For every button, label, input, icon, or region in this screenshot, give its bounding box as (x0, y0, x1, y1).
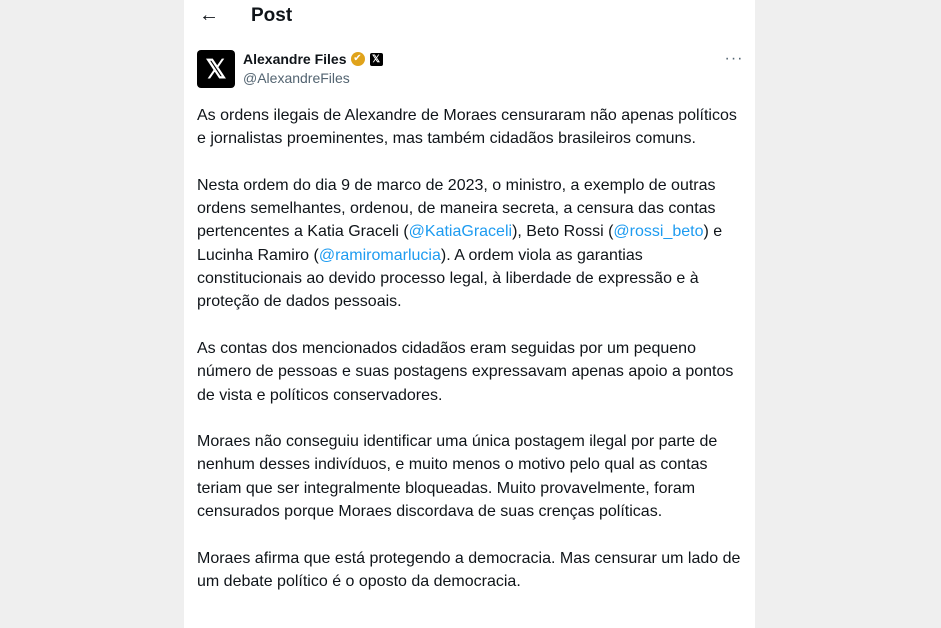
post-paragraph-5: Moraes afirma que está protegendo a democracia. Mas censurar um lado de um debate político é o oposto da democracia. (197, 549, 741, 590)
author-name[interactable]: Alexandre Files (243, 51, 347, 67)
more-icon[interactable]: ··· (724, 50, 744, 67)
arrow-left-icon[interactable]: ← (199, 4, 219, 26)
text-segment: Nesta ordem do dia 9 de marco de 2023, o ministro, a exemplo de outras ordens semelhantes, ordenou, de maneira secreta, a censura das contas pertencentes a Katia Graceli ( (197, 176, 716, 241)
mention-link[interactable]: @KatiaGraceli (408, 223, 513, 241)
top-bar (184, 0, 755, 34)
post-paragraph-4: Moraes não conseguiu identificar uma única postagem ilegal por parte de nenhum desses indivíduos, e muito menos o motivo pelo qual as contas teriam que ser integralmente bloqueadas. Muito provavelmente, foram censurados porque Moraes discordava de suas crenças políticas. (197, 433, 718, 521)
text-segment: ), Beto Rossi ( (512, 223, 614, 241)
page-title: Post (251, 5, 293, 26)
author-name-row (243, 50, 383, 68)
text-segment: ). A ordem viola as garantias constitucionais ao devido processo legal, à liberdade de expressão e à proteção de dados pessoais. (197, 246, 699, 311)
text-segment: ) e Lucinha Ramiro ( (197, 223, 723, 264)
post-paragraph-1: As ordens ilegais de Alexandre de Moraes censuraram não apenas políticos e jornalistas proeminentes, mas também cidadãos brasileiros comuns. (197, 107, 737, 148)
verified-badge-icon: ✔ (351, 52, 365, 66)
post-paragraph-3: As contas dos mencionados cidadãos eram seguidas por um pequeno número de pessoas e suas postagens expressavam apenas apoio a pontos de vista e políticos conservadores. (197, 339, 734, 404)
post-paragraph-2 (197, 174, 749, 314)
avatar[interactable]: 𝕏 (197, 50, 235, 88)
author-handle[interactable]: @AlexandreFiles (243, 70, 350, 86)
mention-link[interactable]: @ramiromarlucia (318, 246, 441, 264)
x-logo-icon: 𝕏 (370, 53, 383, 66)
post-text (197, 104, 749, 617)
post-card (184, 0, 755, 628)
mention-link[interactable]: @rossi_beto (613, 223, 704, 241)
